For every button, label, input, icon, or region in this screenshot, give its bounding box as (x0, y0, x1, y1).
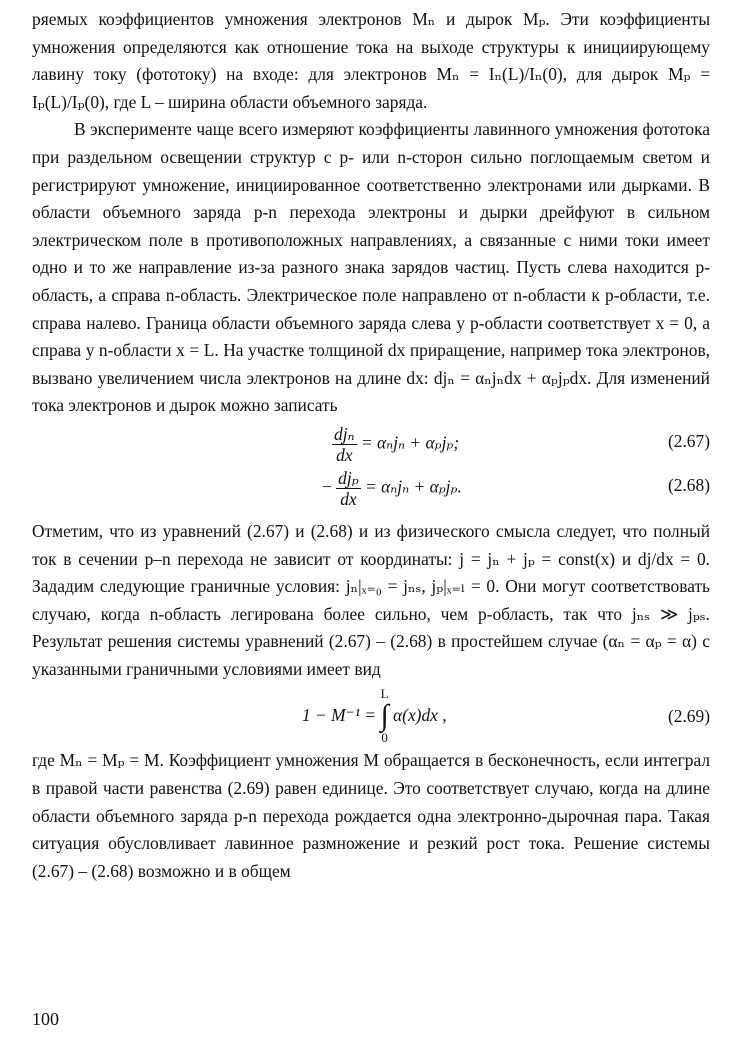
paragraph-1: ряемых коэффициентов умножения электронов Mₙ и дырок Mₚ. Эти коэффициенты умножения определяются как отношение тока на выходе структуры к инициирующему лавину току (фототоку) на входе: для электронов Mₙ = Iₙ(L)/Iₙ(0), для дырок Mₚ = Iₚ(L)/Iₚ(0), где L – ширина области объемного заряда. (32, 9, 710, 112)
equation-number: (2.68) (667, 474, 710, 495)
paragraph-4: где Mₙ = Mₚ = M. Коэффициент умножения M обращается в бесконечность, если интеграл в правой части равенства (2.69) равен единице. Это соответствует случаю, когда на длине области объемного заряда p-n перехода рождается одна электронно-дырочная пара. Такая ситуация обусловливает лавинное размножение и резкий рост тока. Решение системы (2.67) – (2.68) возможно и в общем (32, 750, 710, 881)
paragraph-3: Отметим, что из уравнений (2.67) и (2.68) и из физического смысла следует, что полный ток в сечении p–n перехода не зависит от координаты: j = jₙ + jₚ = const(x) и dj/dx = 0. Зададим следующие граничные условия: jₙ|ₓ₌₀ = jₙₛ, jₚ|ₓ₌ₗ = 0. Они могут соответствовать случаю, когда n-область легирована более сильно, чем p-область, так что jₙₛ ≫ jₚₛ. Результат решения системы уравнений (2.67) – (2.68) в простейшем случае (αₙ = αₚ = α) с указанными граничными условиями имеет вид (32, 520, 710, 679)
body-text (32, 6, 710, 885)
fraction: $\frac{\text{djₚ}}{dx}$ (338, 467, 359, 509)
integral-sign: L ∫ 0 (380, 686, 389, 746)
page-number: 100 (32, 1009, 59, 1029)
equation-2-68: − $\frac{\text{djₚ}}{dx}$ = αₙjₙ + αₚjₚ. (2.68) (322, 467, 710, 509)
paragraph-2: В эксперименте чаще всего измеряют коэффициенты лавинного умножения фототока при раздельном освещении структур с p- или n-сторон сильно поглощаемым светом и регистрируют умножение, инициированное соответственно электронами или дырками. В области объемного заряда p-n перехода электроны и дырки дрейфуют в сильном электрическом поле в противоположных направлениях, а связанные с ними токи имеет одно и то же направление из-за разного знака зарядов частиц. Пусть слева находится p-область, а справа n-область. Электрическое поле направлено от n-области к p-области, т.е. справа налево. Граница области объемного заряда слева у p-области соответствует x = 0, а справа у n-области x = L. На участке толщиной dx приращение, например тока электронов, вызвано увеличением числа электронов на длине dx: djₙ = αₙjₙdx + αₚjₚdx. Для изменений тока электронов и дырок можно записать (32, 119, 710, 416)
fraction: $\frac{\text{djₙ}}{dx}$ (334, 423, 355, 465)
equation-2-69: 1 − M⁻¹ = L ∫ 0 α(x)dx , (2.69) (302, 686, 710, 746)
equation-number: (2.69) (667, 706, 710, 727)
equation-2-67: $\frac{\text{djₙ}}{dx}$ = αₙjₙ + αₚjₚ; (2.67) (334, 423, 710, 465)
equation-number: (2.67) (667, 430, 710, 451)
